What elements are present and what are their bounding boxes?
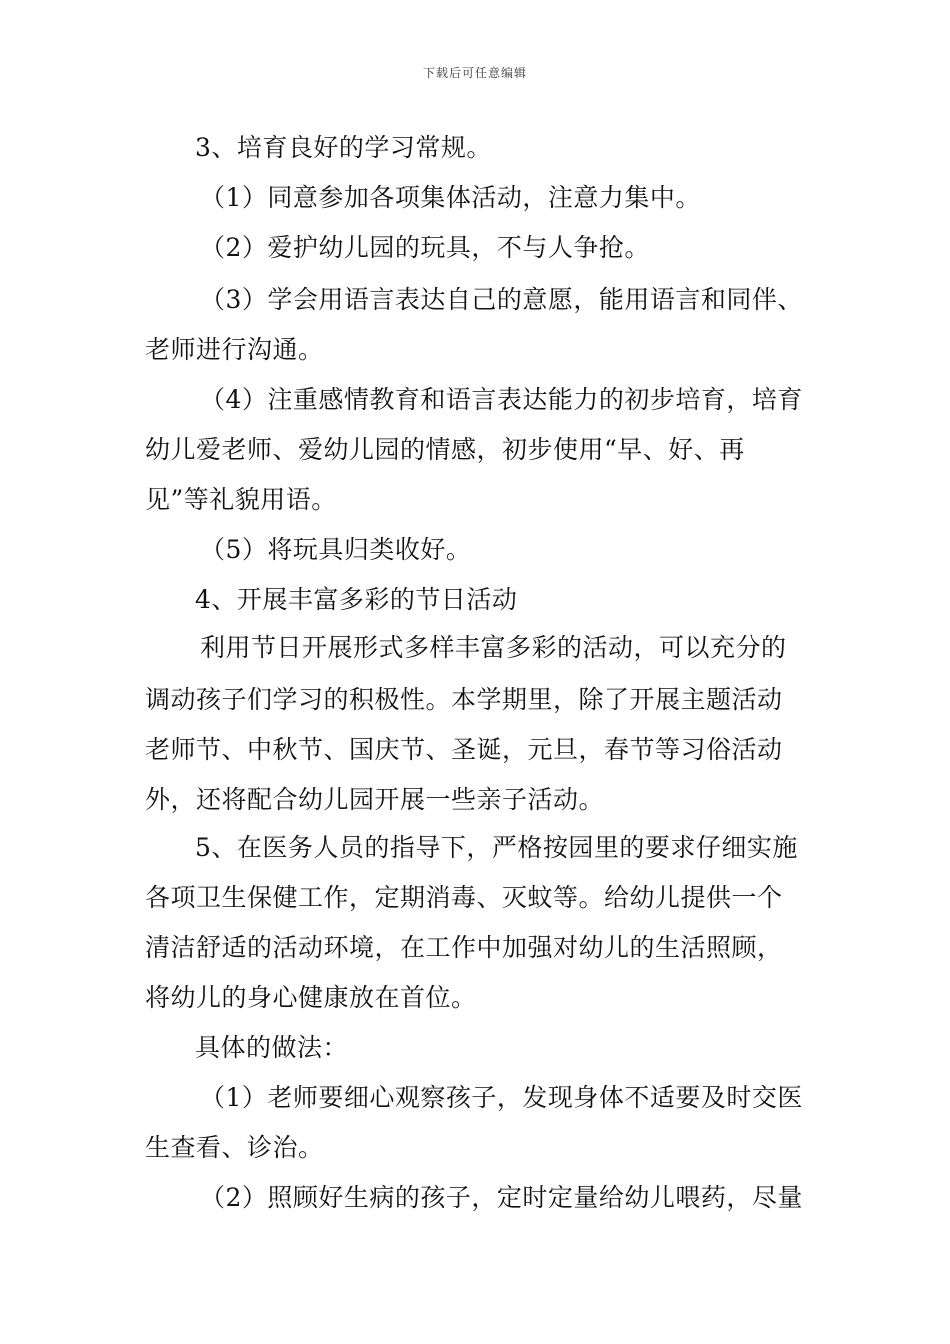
paragraph-line: 4、开展丰富多彩的节日活动 (195, 585, 518, 614)
paragraph-line: （4）注重感情教育和语言表达能力的初步培育，培育 (200, 385, 803, 414)
paragraph-line: 5、在医务人员的指导下，严格按园里的要求仔细实施 (195, 833, 798, 862)
paragraph-line: （2）照顾好生病的孩子，定时定量给幼儿喂药，尽量 (200, 1183, 803, 1212)
paragraph-line: （2）爱护幼儿园的玩具，不与人争抢。 (200, 233, 650, 262)
paragraph-line: 老师节、中秋节、国庆节、圣诞，元旦，春节等习俗活动 (145, 735, 783, 764)
paragraph-line: 生查看、诊治。 (145, 1133, 324, 1162)
paragraph-line: 将幼儿的身心健康放在首位。 (145, 983, 477, 1012)
paragraph-line: 幼儿爱老师、爱幼儿园的情感，初步使用“早、好、再 (145, 435, 745, 464)
paragraph-line: （1）老师要细心观察孩子，发现身体不适要及时交医 (200, 1083, 803, 1112)
paragraph-line: （1）同意参加各项集体活动，注意力集中。 (200, 183, 701, 212)
paragraph-line: 见”等礼貌用语。 (145, 485, 337, 514)
page-header: 下载后可任意编辑 (422, 66, 527, 80)
paragraph-line: （3）学会用语言表达自己的意愿，能用语言和同伴、 (200, 285, 803, 314)
paragraph-line: 利用节日开展形式多样丰富多彩的活动，可以充分的 (200, 633, 787, 662)
paragraph-line: 外，还将配合幼儿园开展一些亲子活动。 (145, 785, 605, 814)
paragraph-line: （5）将玩具归类收好。 (200, 535, 472, 564)
paragraph-line: 老师进行沟通。 (145, 335, 324, 364)
paragraph-line: 具体的做法： (195, 1033, 349, 1062)
paragraph-line: 调动孩子们学习的积极性。本学期里，除了开展主题活动 (145, 685, 783, 714)
paragraph-line: 各项卫生保健工作，定期消毒、灭蚊等。给幼儿提供一个 (145, 883, 783, 912)
paragraph-line: 清洁舒适的活动环境，在工作中加强对幼儿的生活照顾， (145, 933, 783, 962)
paragraph-line: 3、培育良好的学习常规。 (195, 133, 492, 162)
